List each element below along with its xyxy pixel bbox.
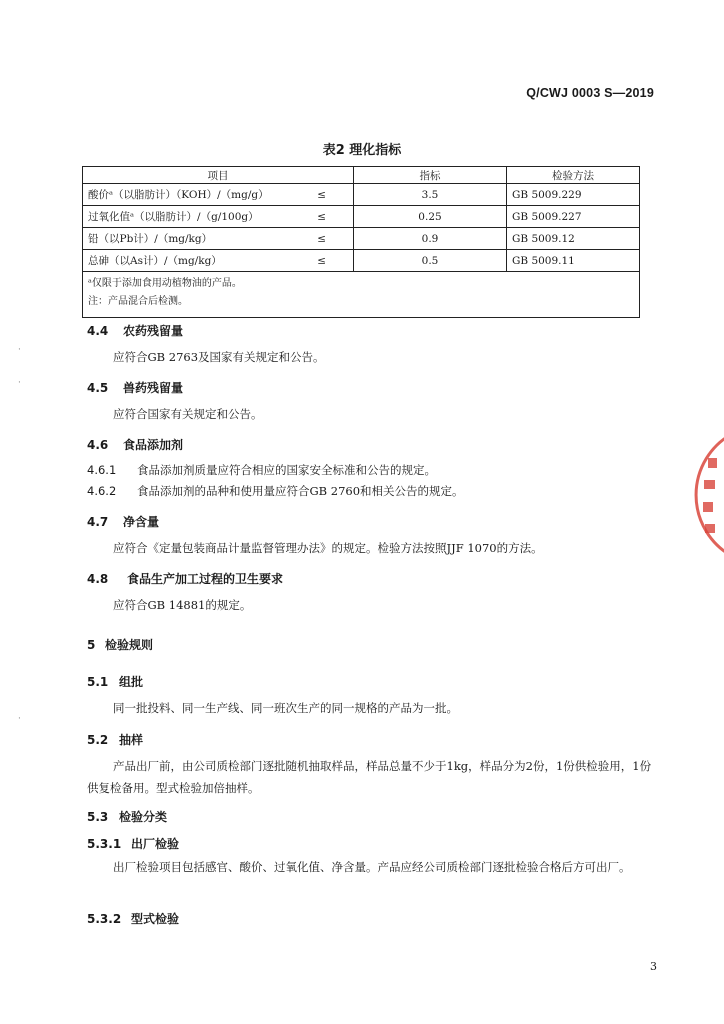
footnote-a: ᵃ仅限于添加食用动植物油的产品。: [88, 278, 242, 289]
table-title: 表2 理化指标: [322, 143, 402, 158]
item-label: 铅（以Pb计）/（mg/kg）: [88, 233, 213, 245]
cell-method: GB 5009.229: [507, 184, 640, 206]
cell-item: [83, 250, 354, 272]
section-text-4-7: 应符合《定量包装商品计量监督管理办法》的规定。检验方法按照JJF 1070的方法。: [113, 541, 543, 555]
section-heading-5-2: 5.2 抽样: [87, 733, 144, 747]
cell-method: GB 5009.227: [507, 206, 640, 228]
note-text: 注：产品混合后检测。: [88, 296, 188, 307]
table-row: [83, 228, 640, 250]
table-notes-row: [83, 272, 640, 318]
section-heading-5-3: 5.3 检验分类: [87, 810, 168, 824]
cell-value: 0.5: [354, 250, 507, 272]
section-text-4-8: 应符合GB 14881的规定。: [113, 598, 252, 612]
table-header-row: [83, 167, 640, 184]
le-symbol: ≤: [317, 232, 326, 245]
col-header-item: 项目: [83, 167, 354, 184]
section-heading-4-8: 4.8 食品生产加工过程的卫生要求: [87, 572, 284, 586]
clause-4-6-2: 4.6.2 食品添加剂的品种和使用量应符合GB 2760和相关公告的规定。: [87, 484, 464, 498]
le-symbol: ≤: [317, 210, 326, 223]
scan-mark: ·: [18, 345, 21, 355]
document-code: Q/CWJ 0003 S—2019: [526, 86, 654, 100]
table-row: [83, 250, 640, 272]
section-text-4-5: 应符合国家有关规定和公告。: [113, 407, 263, 421]
section-text-4-4: 应符合GB 2763及国家有关规定和公告。: [113, 350, 325, 364]
col-header-method: 检验方法: [507, 167, 640, 184]
table-notes: [83, 272, 640, 318]
company-seal-stamp: [690, 430, 724, 560]
le-symbol: ≤: [317, 254, 326, 267]
table-row: [83, 206, 640, 228]
cell-item: [83, 228, 354, 250]
cell-value: 3.5: [354, 184, 507, 206]
item-label: 过氧化值ᵃ（以脂肪计）/（g/100g）: [88, 211, 259, 223]
section-heading-4-7: 4.7 净含量: [87, 515, 160, 529]
le-symbol: ≤: [317, 188, 326, 201]
section-heading-4-4: 4.4 农药残留量: [87, 324, 184, 338]
section-heading-5-3-2: 5.3.2 型式检验: [87, 912, 180, 926]
item-label: 酸价ᵃ（以脂肪计）（KOH）/（mg/g）: [88, 189, 269, 201]
cell-item: [83, 184, 354, 206]
section-heading-4-5: 4.5 兽药残留量: [87, 381, 184, 395]
cell-item: [83, 206, 354, 228]
section-text-5-3-1: 出厂检验项目包括感官、酸价、过氧化值、净含量。产品应经公司质检部门逐批检验合格后方可出厂。: [113, 860, 631, 874]
cell-method: GB 5009.12: [507, 228, 640, 250]
clause-4-6-1: 4.6.1 食品添加剂质量应符合相应的国家安全标准和公告的规定。: [87, 463, 436, 477]
scan-mark: ·: [18, 714, 21, 724]
table-row: [83, 184, 640, 206]
section-heading-5-1: 5.1 组批: [87, 675, 144, 689]
scan-mark: ·: [18, 378, 21, 388]
page-number: 3: [650, 960, 657, 973]
section-heading-4-6: 4.6 食品添加剂: [87, 438, 184, 452]
spec-table: [82, 166, 640, 318]
section-heading-5: 5 检验规则: [87, 638, 154, 652]
cell-value: 0.25: [354, 206, 507, 228]
cell-value: 0.9: [354, 228, 507, 250]
col-header-value: 指标: [354, 167, 507, 184]
cell-method: GB 5009.11: [507, 250, 640, 272]
section-heading-5-3-1: 5.3.1 出厂检验: [87, 837, 180, 851]
section-text-5-1: 同一批投料、同一生产线、同一班次生产的同一规格的产品为一批。: [113, 701, 458, 715]
item-label: 总砷（以As计）/（mg/kg）: [88, 255, 222, 267]
section-text-5-2: 产品出厂前，由公司质检部门逐批随机抽取样品，样品总量不少于1kg，样品分为2份，1份供检验用，1份供复检备用。型式检验加倍抽样。: [87, 759, 652, 795]
